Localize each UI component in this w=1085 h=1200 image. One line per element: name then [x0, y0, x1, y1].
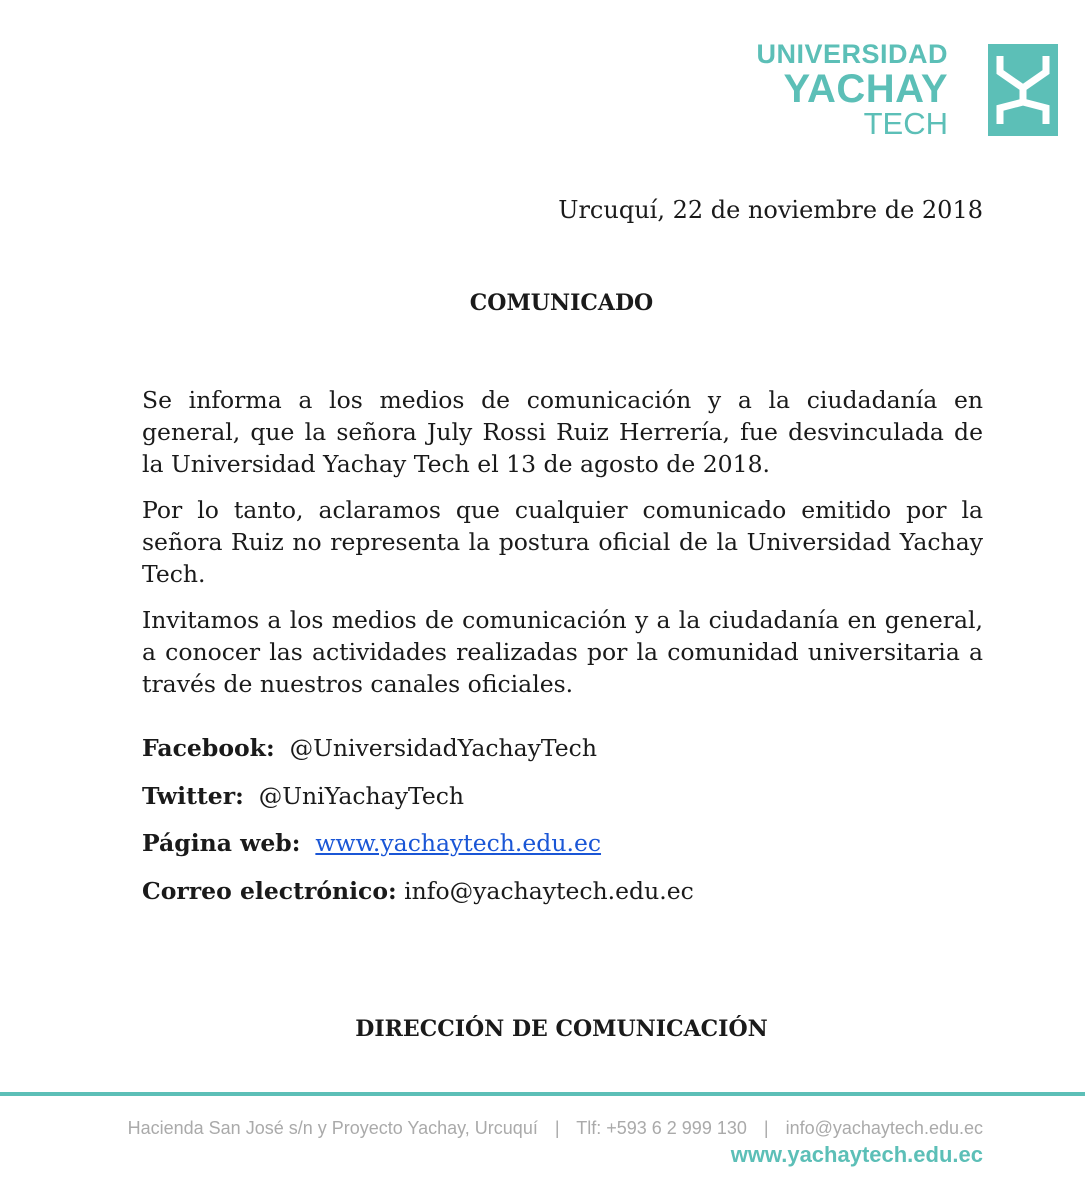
contact-facebook [142, 732, 694, 780]
website-link[interactable]: www.yachaytech.edu.ec [315, 829, 602, 857]
logo-line-tech: TECH [863, 106, 948, 141]
footer-separator: | [554, 1118, 560, 1138]
letter-body [142, 384, 983, 714]
contact-email [142, 875, 694, 923]
email-label: Correo electrónico: [142, 876, 397, 905]
paragraph-2: Por lo tanto, aclaramos que cualquier comunicado emitido por la señora Ruiz no representa la postura oficial de la Universidad Yachay Tech. [142, 496, 983, 588]
footer-email: info@yachaytech.edu.ec [785, 1118, 983, 1138]
page-title: COMUNICADO [469, 290, 654, 316]
letter-date: Urcuquí, 22 de noviembre de 2018 [558, 196, 983, 224]
logo-line-universidad: UNIVERSIDAD [756, 39, 948, 69]
contact-list [142, 732, 694, 922]
twitter-handle: @UniYachayTech [258, 781, 465, 810]
paragraph-3: Invitamos a los medios de comunicación y a la ciudadanía en general, a conocer las actividades realizadas por la comunidad universitaria a través de nuestros canales oficiales. [142, 606, 983, 698]
footer-divider [0, 1092, 1085, 1096]
signature: DIRECCIÓN DE COMUNICACIÓN [355, 1016, 768, 1042]
footer-contact-line [128, 1118, 983, 1139]
university-logo [756, 38, 1070, 141]
contact-twitter [142, 780, 694, 828]
facebook-label: Facebook: [142, 734, 275, 762]
footer-phone: Tlf: +593 6 2 999 130 [576, 1118, 747, 1138]
twitter-label: Twitter: [142, 781, 244, 810]
footer-address: Hacienda San José s/n y Proyecto Yachay, Urcuquí [127, 1118, 538, 1138]
footer-website: www.yachaytech.edu.ec [730, 1142, 983, 1167]
web-label: Página web: [142, 829, 301, 857]
logo-text [756, 38, 948, 139]
facebook-handle: @UniversidadYachayTech [289, 734, 597, 762]
contact-web [142, 827, 694, 875]
footer-separator: | [763, 1118, 769, 1138]
logo-line-yachay: YACHAY [783, 67, 948, 111]
paragraph-1: Se informa a los medios de comunicación y a la ciudadanía en general, que la señora July Rossi Ruiz Herrería, fue desvinculada de la Universidad Yachay Tech el 13 de agosto de 2018. [142, 386, 983, 478]
yachay-logo-mark-icon [988, 44, 1058, 136]
email-address: info@yachaytech.edu.ec [404, 876, 694, 905]
